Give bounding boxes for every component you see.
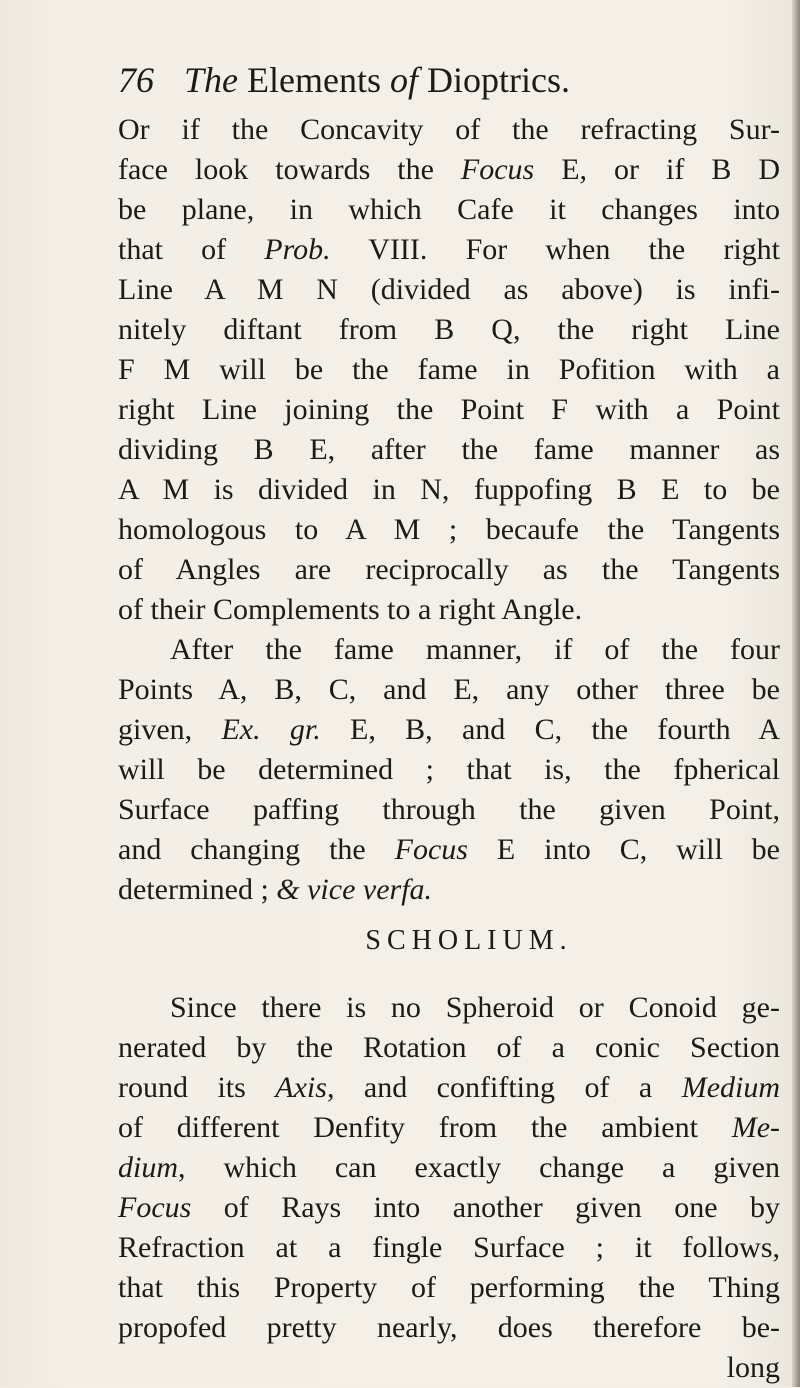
text-line: Or if the Concavity of the refracting Sur- — [118, 113, 780, 146]
text-line: dividing B E, after the fame manner as — [118, 433, 780, 466]
text-line: homologous to A M ; becaufe the Tangents — [118, 513, 780, 546]
catchword: long — [726, 1351, 780, 1384]
page-edge — [792, 0, 800, 1387]
page-number: 76 — [118, 60, 154, 100]
text-line: propofed pretty nearly, does therefore be- — [118, 1311, 780, 1344]
text-line: that of Prob. VIII. For when the right — [118, 233, 780, 266]
text-line: of different Denfity from the ambient Me- — [118, 1111, 780, 1144]
text-line: right Line joining the Point F with a Point — [118, 393, 780, 426]
text-line: dium, which can exactly change a given — [118, 1151, 780, 1184]
header-title-elements: Elements — [247, 60, 381, 100]
text-line: face look towards the Focus E, or if B D — [118, 153, 780, 186]
paragraph-1 — [118, 110, 780, 630]
text-line: given, Ex. gr. E, B, and C, the fourth A — [118, 713, 780, 746]
text-line: be plane, in which Cafe it changes into — [118, 193, 780, 226]
running-header — [118, 58, 570, 102]
text-line: nitely diftant from B Q, the right Line — [118, 313, 780, 346]
text-line: and changing the Focus E into C, will be — [118, 833, 780, 866]
text-line: Points A, B, C, and E, any other three be — [118, 673, 780, 706]
text-line: Focus of Rays into another given one by — [118, 1191, 780, 1224]
paragraph-3 — [118, 988, 780, 1388]
text-line: F M will be the fame in Pofition with a — [118, 353, 780, 386]
text-line: Surface paffing through the given Point, — [118, 793, 780, 826]
text-line: Refraction at a fingle Surface ; it follows, — [118, 1231, 780, 1264]
text-line: of Angles are reciprocally as the Tangents — [118, 553, 780, 586]
header-title-of: of — [389, 60, 418, 100]
text-line: round its Axis, and confifting of a Medium — [118, 1071, 780, 1104]
text-block — [118, 110, 780, 1388]
text-line: nerated by the Rotation of a conic Section — [118, 1031, 780, 1064]
paragraph-2 — [118, 630, 780, 910]
text-line: A M is divided in N, fuppofing B E to be — [118, 473, 780, 506]
header-title-dioptrics: Dioptrics. — [426, 60, 570, 100]
text-line: Since there is no Spheroid or Conoid ge- — [170, 991, 780, 1024]
section-heading: SCHOLIUM. — [365, 925, 573, 956]
text-line: of their Complements to a right Angle. — [118, 593, 583, 626]
text-line: will be determined ; that is, the fpherical — [118, 753, 780, 786]
text-line: Line A M N (divided as above) is infi- — [118, 273, 780, 306]
text-line: that this Property of performing the Thing — [118, 1271, 780, 1304]
header-title-the: The — [184, 60, 238, 100]
text-line: determined ; & vice verfa. — [118, 873, 433, 906]
text-line: After the fame manner, if of the four — [170, 633, 780, 666]
